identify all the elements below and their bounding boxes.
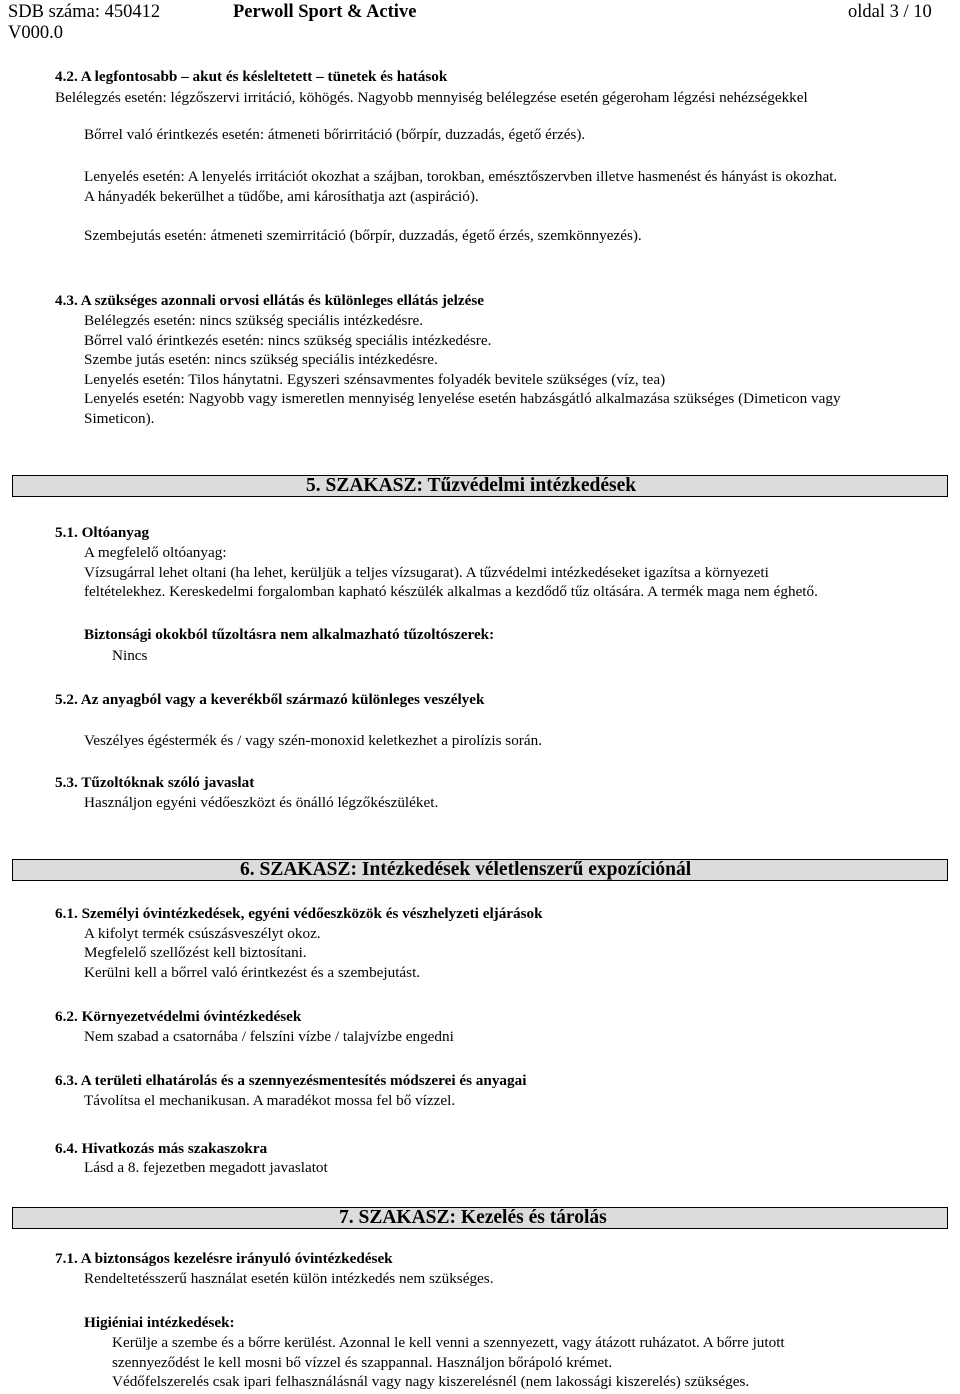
product-name: Perwoll Sport & Active [233, 2, 417, 22]
section-7-1-title: 7.1. A biztonságos kezelésre irányuló óvintézkedések [55, 1250, 393, 1267]
version: V000.0 [8, 23, 63, 43]
section-6-3-title: 6.3. A területi elhatárolás és a szennyezésmentesítés módszerei és anyagai [55, 1072, 527, 1089]
text-line: Lenyelés esetén: Nagyobb vagy ismeretlen mennyiség lenyelése esetén habzásgátló alkalmazása szükséges (Dimeticon vagy [84, 390, 841, 407]
text-line: szennyeződést le kell mosni bő vízzel és szappannal. Használjon bőrápoló krémet. [112, 1354, 613, 1371]
text-line: Bőrrel való érintkezés esetén: nincs szükség speciális intézkedésre. [84, 332, 492, 349]
section-5-title: 5. SZAKASZ: Tűzvédelmi intézkedések [306, 475, 637, 496]
unsuitable-agents-value: Nincs [112, 647, 148, 664]
text-line: Vízsugárral lehet oltani (ha lehet, kerüljük a teljes vízsugarat). A tűzvédelmi intézkedéseket igazítsa a környezeti [84, 564, 769, 581]
text-line: Kerülni kell a bőrrel való érintkezést és a szembejutást. [84, 964, 421, 981]
text-line: Lenyelés esetén: A lenyelés irritációt okozhat a szájban, torokban, emésztőszervben illetve hasmenést és hányást is okozhat. [84, 168, 838, 185]
text-line: Rendeltetésszerű használat esetén külön intézkedés nem szükséges. [84, 1270, 494, 1287]
text-line: Szembejutás esetén: átmeneti szemirritáció (bőrpír, duzzadás, égető érzés, szemkönnyezés). [84, 227, 642, 244]
section-5-1-title: 5.1. Oltóanyag [55, 524, 150, 541]
section-5-2-title: 5.2. Az anyagból vagy a keverékből származó különleges veszélyek [55, 691, 485, 708]
section-6-title: 6. SZAKASZ: Intézkedések véletlenszerű expozíciónál [240, 859, 692, 880]
text-line: Veszélyes égéstermék és / vagy szén-monoxid keletkezhet a pirolízis során. [84, 732, 542, 749]
text-line: Lenyelés esetén: Tilos hánytatni. Egyszeri szénsavmentes folyadék bevitele szükséges (víz, tea) [84, 371, 666, 388]
text-line: A megfelelő oltóanyag: [84, 544, 227, 561]
section-7-title: 7. SZAKASZ: Kezelés és tárolás [339, 1207, 607, 1228]
text-line: feltételekhez. Kereskedelmi forgalomban kapható készülék alkalmas a kezdődő tűz oltására. A termék maga nem éghető. [84, 583, 818, 600]
text-line: Kerülje a szembe és a bőrre kerülést. Azonnal le kell venni a szennyezett, vagy átázott ruházatot. A bőrre jutott [112, 1334, 785, 1351]
text-line: Belélegzés esetén: nincs szükség speciális intézkedésre. [84, 312, 424, 329]
text-line: Szembe jutás esetén: nincs szükség speciális intézkedésre. [84, 351, 438, 368]
text-line: Megfelelő szellőzést kell biztosítani. [84, 944, 307, 961]
section-4-2-title: 4.2. A legfontosabb – akut és késleltetett – tünetek és hatások [55, 68, 448, 85]
section-5-3-title: 5.3. Tűzoltóknak szóló javaslat [55, 774, 255, 791]
section-6-2-title: 6.2. Környezetvédelmi óvintézkedések [55, 1008, 302, 1025]
section-6-4-title: 6.4. Hivatkozás más szakaszokra [55, 1140, 268, 1157]
section-6-1-title: 6.1. Személyi óvintézkedések, egyéni védőeszközök és vészhelyzeti eljárások [55, 905, 543, 922]
text-line: Távolítsa el mechanikusan. A maradékot mossa fel bő vízzel. [84, 1092, 456, 1109]
text-line: Belélegzés esetén: légzőszervi irritáció, köhögés. Nagyobb mennyiség belélegzése esetén gégeroham légzési nehézségekkel [55, 89, 808, 106]
text-line: Használjon egyéni védőeszközt és önálló légzőkészüléket. [84, 794, 439, 811]
section-4-3-title: 4.3. A szükséges azonnali orvosi ellátás és különleges ellátás jelzése [55, 292, 485, 309]
text-line: Bőrrel való érintkezés esetén: átmeneti bőrirritáció (bőrpír, duzzadás, égető érzés). [84, 126, 586, 143]
text-line: Simeticon). [84, 410, 155, 427]
text-line: A hányadék bekerülhet a tüdőbe, ami károsíthatja azt (aspiráció). [84, 188, 479, 205]
page-number: oldal 3 / 10 [848, 2, 932, 22]
unsuitable-agents-title: Biztonsági okokból tűzoltásra nem alkalmazható tűzoltószerek: [84, 626, 495, 643]
sdb-number: SDB száma: 450412 [8, 2, 161, 22]
text-line: Lásd a 8. fejezetben megadott javaslatot [84, 1159, 328, 1176]
hygiene-title: Higiéniai intézkedések: [84, 1314, 235, 1331]
text-line: A kifolyt termék csúszásveszélyt okoz. [84, 925, 321, 942]
text-line: Nem szabad a csatornába / felszíni vízbe / talajvízbe engedni [84, 1028, 454, 1045]
text-line: Védőfelszerelés csak ipari felhasználásnál vagy nagy kiszerelésnél (nem lakossági kiszerelés) szükséges. [112, 1373, 750, 1390]
